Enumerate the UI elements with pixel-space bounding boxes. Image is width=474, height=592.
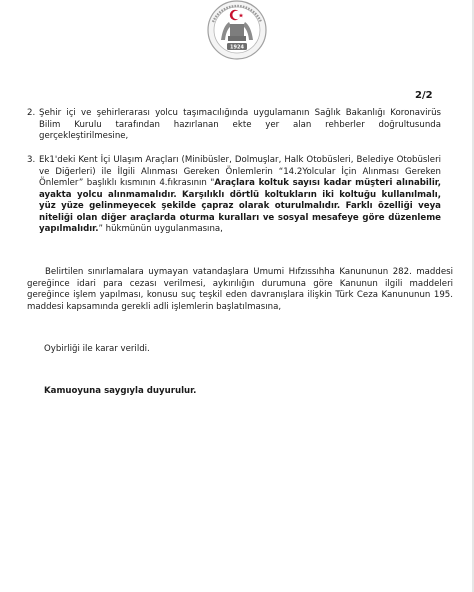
decision-paragraph: Oybirliği ile karar verildi. (44, 344, 150, 354)
list-item-text (39, 155, 441, 236)
list-item-text-after: ” hükmünün uygulanmasına, (98, 224, 223, 234)
list-item-text-bold: Araçlara koltuk sayısı kadar müşteri alınabilir, ayakta yolcu alınmamalıdır. Karşılıklı dörtlü koltukların iki koltuğu kullanılmalı, yüz yüze gelinmeyecek şekilde çapraz olarak oturulmalıdır. Farklı özelliği veya niteliği olan diğer araçlarda oturma kuralları ve sosyal mesafeye göre düzenleme yapılmalıdır. (39, 178, 441, 234)
governorship-seal-icon (199, 0, 275, 64)
announcement-paragraph: Kamuoyuna saygıyla duyurulur. (44, 386, 197, 396)
list-item-number: 3. (27, 155, 36, 165)
seal-year: 1924 (230, 44, 244, 51)
list-item-2 (27, 108, 441, 143)
list-item-text-before: Ek1'deki Kent İçi Ulaşım Araçları (Minibüsler, Dolmuşlar, Halk Otobüsleri, Belediye Otobüsleri ve Diğerleri) ile İlgili Alınması Gereken Önlemlerin “14.2Yolcular İçin Alınması Gereken Önlemler” başlıklı kısmının 4.fıkrasının " (39, 155, 441, 188)
list-item-3 (27, 155, 441, 236)
list-item-text: Şehir içi ve şehirlerarası yolcu taşımacılığında uygulamanın Sağlık Bakanlığı Koronavirüs Bilim Kurulu tarafından hazırlanan ekte yer alan rehberler doğrultusunda gerçekleştirilmesine, (39, 108, 441, 141)
list-item-number: 2. (27, 108, 36, 118)
page-number: 2/2 (415, 90, 433, 101)
penalty-paragraph: Belirtilen sınırlamalara uymayan vatandaşlara Umumi Hıfzıssıhha Kanununun 282. maddesi gereğince idari para cezası verilmesi, aykırılığın durumuna göre Kanunun ilgili maddeleri gereğince işlem yapılması, konusu suç teşkil eden davranışlara ilişkin Türk Ceza Kanununun 195. maddesi kapsamında gerekli adli işlemlerin başlatılmasına, (27, 267, 453, 312)
